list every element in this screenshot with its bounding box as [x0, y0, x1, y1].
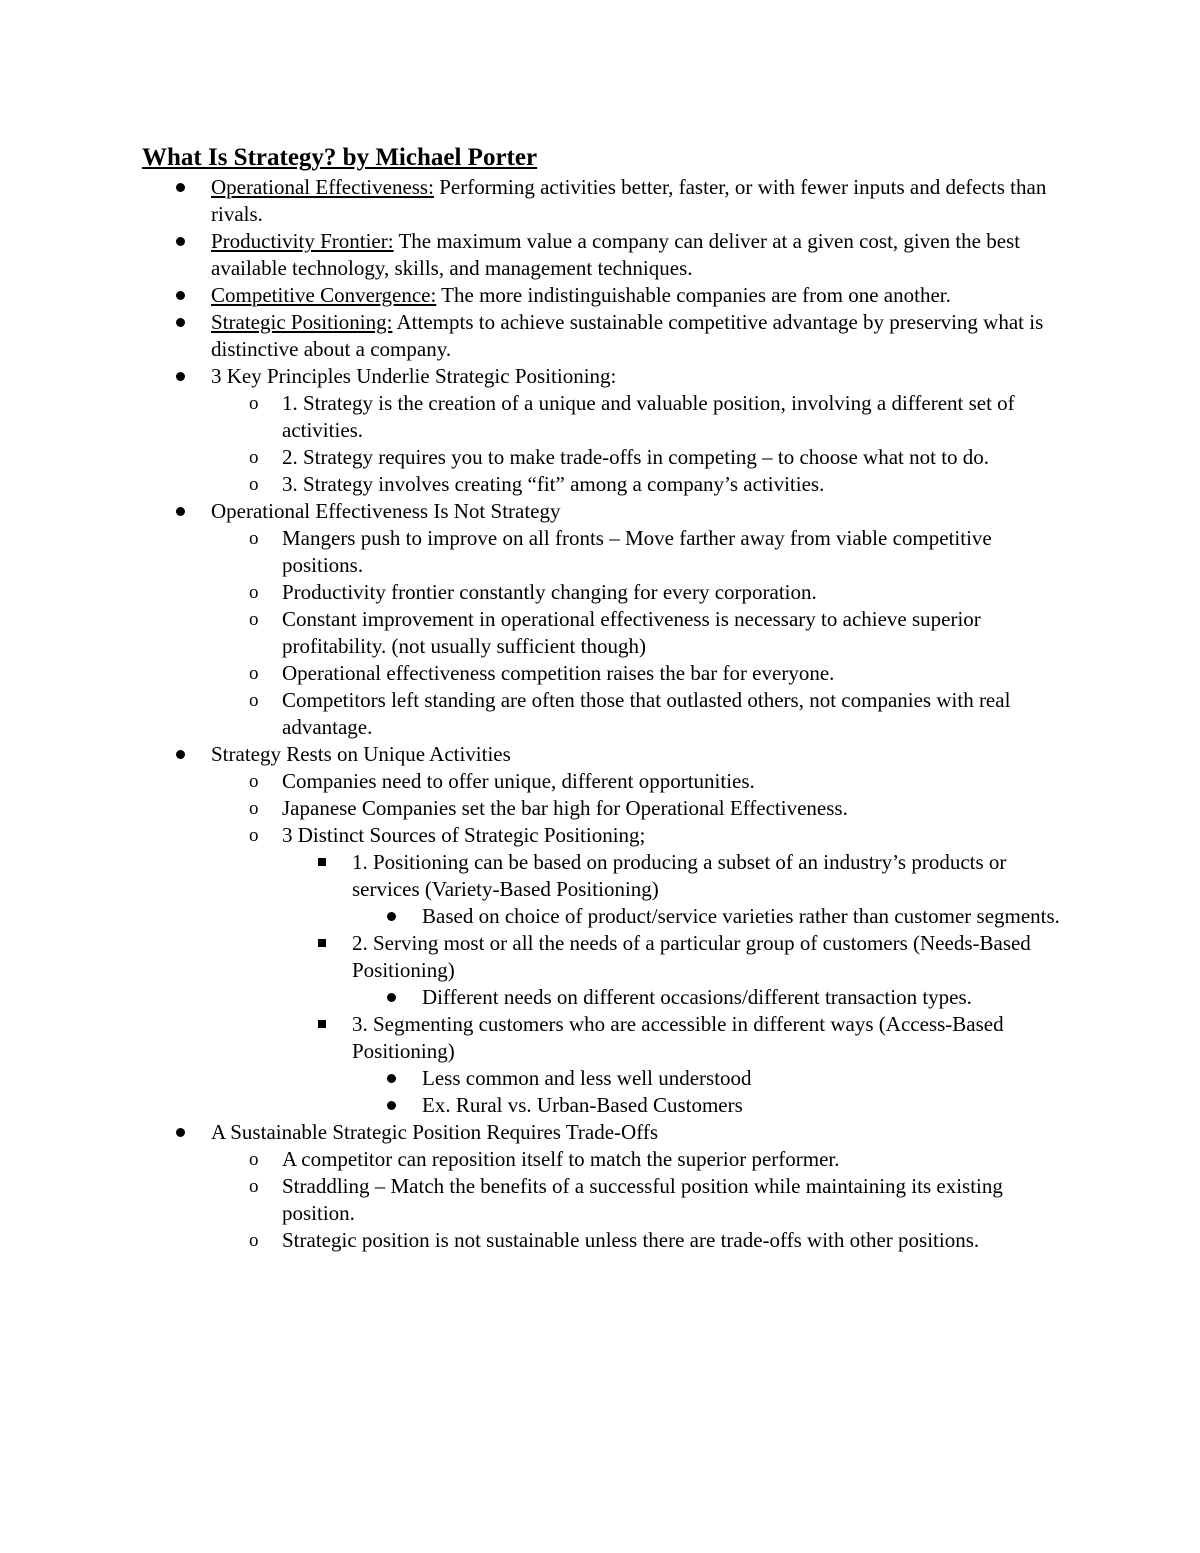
list-item [422, 903, 1071, 930]
list-item [249, 606, 1071, 660]
list-item-text: Mangers push to improve on all fronts – Move farther away from viable competitive positions. [282, 526, 992, 577]
square-bullet-icon [318, 1020, 326, 1028]
list-item [249, 1227, 1071, 1254]
list-item [211, 741, 1071, 1119]
list-item-text: 3 Distinct Sources of Strategic Positioning; [282, 823, 646, 847]
sublist [422, 1065, 1071, 1119]
sublist [422, 984, 1071, 1011]
list-item [211, 363, 1071, 498]
sublist [352, 849, 1071, 1119]
list-item-text: Operational effectiveness competition raises the bar for everyone. [282, 661, 835, 685]
list-item [249, 1146, 1071, 1173]
definition-term: Operational Effectiveness: [211, 175, 434, 199]
definition-term: Competitive Convergence: [211, 283, 437, 307]
bullet-icon [176, 318, 185, 327]
circle-bullet-icon: o [249, 528, 259, 549]
circle-bullet-icon: o [249, 690, 259, 711]
list-item-text: Strategic position is not sustainable unless there are trade-offs with other positions. [282, 1228, 980, 1252]
bullet-icon [176, 1128, 185, 1137]
sublist [249, 390, 1071, 498]
list-item-text: Productivity frontier constantly changing for every corporation. [282, 580, 817, 604]
definition-term: Productivity Frontier: [211, 229, 394, 253]
list-item [211, 309, 1071, 363]
bullet-icon [387, 993, 396, 1002]
list-item-text: 1. Strategy is the creation of a unique and valuable position, involving a different set of activities. [282, 391, 1015, 442]
list-item [249, 660, 1071, 687]
sublist [249, 525, 1071, 741]
list-item [249, 579, 1071, 606]
definition-text: Attempts to achieve sustainable competitive advantage by preserving what is distinctive about a company. [211, 310, 1044, 361]
list-item [352, 930, 1071, 1011]
list-item [211, 498, 1071, 741]
sublist [422, 903, 1071, 930]
circle-bullet-icon: o [249, 393, 259, 414]
list-item [249, 822, 1071, 1119]
list-item-text: Japanese Companies set the bar high for Operational Effectiveness. [282, 796, 848, 820]
bullet-icon [176, 183, 185, 192]
bullet-icon [176, 291, 185, 300]
circle-bullet-icon: o [249, 1149, 259, 1170]
section-heading: Operational Effectiveness Is Not Strategy [211, 499, 561, 523]
list-item-text: Constant improvement in operational effectiveness is necessary to achieve superior profitability. (not usually sufficient though) [282, 607, 981, 658]
bullet-icon [176, 372, 185, 381]
section-heading: 3 Key Principles Underlie Strategic Positioning: [211, 364, 617, 388]
list-item-text: Companies need to offer unique, different opportunities. [282, 769, 755, 793]
square-bullet-icon [318, 939, 326, 947]
circle-bullet-icon: o [249, 771, 259, 792]
bullet-icon [387, 912, 396, 921]
list-item [422, 984, 1071, 1011]
definition-text: The more indistinguishable companies are from one another. [436, 283, 951, 307]
circle-bullet-icon: o [249, 447, 259, 468]
list-item-text: 3. Segmenting customers who are accessible in different ways (Access-Based Positioning) [352, 1012, 1004, 1063]
list-item-text: 1. Positioning can be based on producing a subset of an industry’s products or services (Variety-Based Positioning) [352, 850, 1007, 901]
circle-bullet-icon: o [249, 474, 259, 495]
bullet-icon [387, 1074, 396, 1083]
list-item-text: Competitors left standing are often those that outlasted others, not companies with real advantage. [282, 688, 1011, 739]
sublist [249, 1146, 1071, 1254]
list-item [249, 795, 1071, 822]
bullet-icon [176, 507, 185, 516]
definition-term: Strategic Positioning: [211, 310, 393, 334]
list-item [211, 228, 1071, 282]
circle-bullet-icon: o [249, 663, 259, 684]
list-item-text: A competitor can reposition itself to match the superior performer. [282, 1147, 840, 1171]
list-item [211, 1119, 1071, 1254]
outline-list [211, 174, 1071, 1254]
circle-bullet-icon: o [249, 582, 259, 603]
list-item-text: 2. Strategy requires you to make trade-offs in competing – to choose what not to do. [282, 445, 990, 469]
section-heading: Strategy Rests on Unique Activities [211, 742, 511, 766]
list-item [249, 1173, 1071, 1227]
definition-text: Performing activities better, faster, or with fewer inputs and defects than rivals. [211, 175, 1047, 226]
list-item [249, 444, 1071, 471]
circle-bullet-icon: o [249, 609, 259, 630]
list-item [352, 849, 1071, 930]
list-item-text: Less common and less well understood [422, 1066, 752, 1090]
circle-bullet-icon: o [249, 798, 259, 819]
list-item [249, 390, 1071, 444]
square-bullet-icon [318, 858, 326, 866]
list-item [249, 768, 1071, 795]
list-item-text: 2. Serving most or all the needs of a particular group of customers (Needs-Based Positioning) [352, 931, 1031, 982]
list-item [249, 525, 1071, 579]
circle-bullet-icon: o [249, 825, 259, 846]
sublist [249, 768, 1071, 1119]
list-item-text: Straddling – Match the benefits of a successful position while maintaining its existing position. [282, 1174, 1003, 1225]
list-item-text: 3. Strategy involves creating “fit” among a company’s activities. [282, 472, 825, 496]
list-item [422, 1092, 1071, 1119]
list-item [352, 1011, 1071, 1119]
list-item-text: Based on choice of product/service varieties rather than customer segments. [422, 904, 1060, 928]
list-item-text: Different needs on different occasions/different transaction types. [422, 985, 972, 1009]
list-item [249, 687, 1071, 741]
list-item [249, 471, 1071, 498]
list-item [211, 282, 1071, 309]
bullet-icon [176, 750, 185, 759]
list-item [211, 174, 1071, 228]
list-item [422, 1065, 1071, 1092]
definition-text: The maximum value a company can deliver at a given cost, given the best available technology, skills, and management techniques. [211, 229, 1021, 280]
section-heading: A Sustainable Strategic Position Requires Trade-Offs [211, 1120, 658, 1144]
document-title: What Is Strategy? by Michael Porter [142, 144, 538, 171]
bullet-icon [176, 237, 185, 246]
circle-bullet-icon: o [249, 1176, 259, 1197]
list-item-text: Ex. Rural vs. Urban-Based Customers [422, 1093, 743, 1117]
circle-bullet-icon: o [249, 1230, 259, 1251]
bullet-icon [387, 1101, 396, 1110]
